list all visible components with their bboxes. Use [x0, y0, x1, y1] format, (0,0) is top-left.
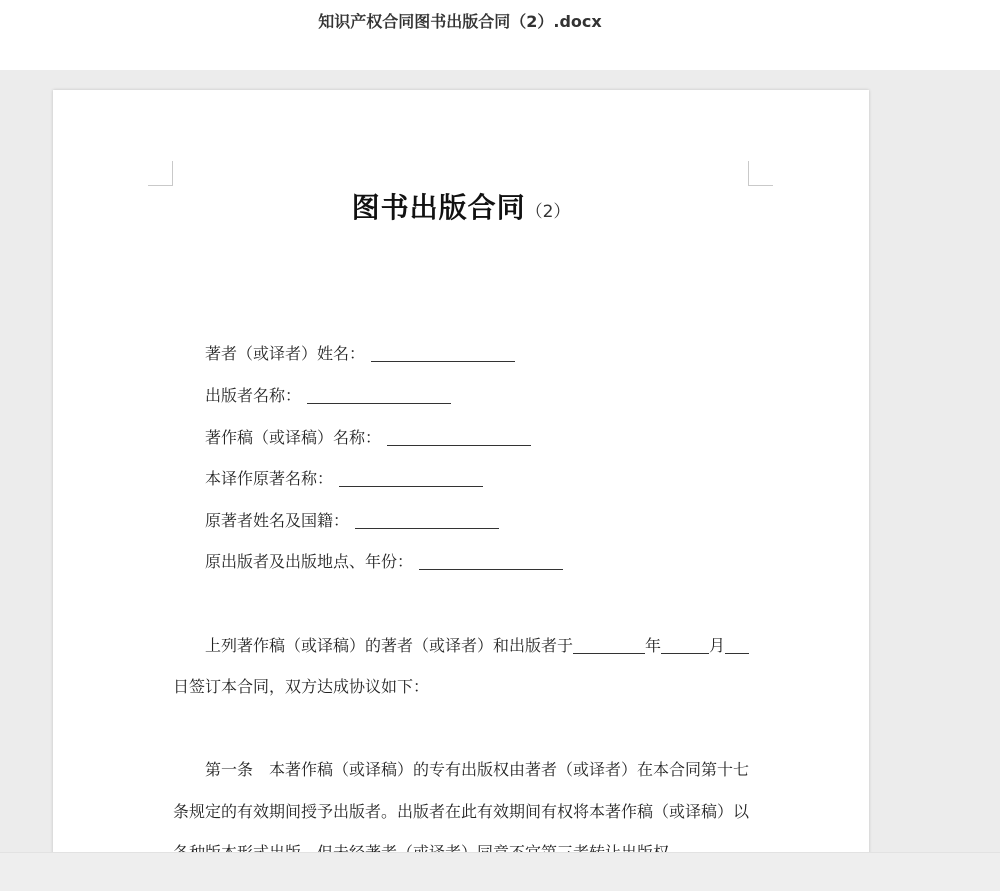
- field-original-publisher-place-year: [205, 550, 563, 574]
- field-blank: [307, 387, 451, 404]
- field-blank: [355, 512, 499, 529]
- field-author-name: [205, 342, 515, 366]
- crop-mark-top-left: [148, 161, 173, 186]
- field-blank: [419, 553, 563, 570]
- field-label: 出版者名称：: [205, 386, 302, 405]
- document-heading: [53, 186, 869, 226]
- month-blank: [661, 637, 709, 654]
- field-blank: [339, 470, 483, 487]
- document-page[interactable]: [53, 90, 869, 890]
- field-manuscript-name: [205, 426, 531, 450]
- article1-line-2: 条规定的有效期间授予出版者。出版者在此有效期间有权将本著作稿（或译稿）以: [173, 802, 750, 821]
- intro-line-1: [173, 634, 790, 658]
- intro-text: 上列著作稿（或译稿）的著者（或译者）和出版者于: [205, 636, 574, 655]
- field-label: 本译作原著名称：: [205, 469, 334, 488]
- field-label: 著作稿（或译稿）名称：: [205, 428, 382, 447]
- field-publisher-name: [205, 384, 451, 408]
- field-label: 原著者姓名及国籍：: [205, 511, 350, 530]
- field-label: 著者（或译者）姓名：: [205, 344, 366, 363]
- year-label: 年: [645, 636, 662, 655]
- article1-line-1: 第一条 本著作稿（或译稿）的专有出版权由著者（或译者）在本合同第十七: [205, 760, 750, 779]
- day-blank: [725, 637, 749, 654]
- field-original-author-nationality: [205, 509, 499, 533]
- field-label: 原出版者及出版地点、年份：: [205, 552, 414, 571]
- year-blank: [573, 637, 645, 654]
- heading-main: 图书出版合同: [351, 191, 526, 224]
- heading-suffix: （2）: [525, 202, 571, 222]
- month-label: 月: [709, 636, 726, 655]
- field-blank: [371, 345, 515, 362]
- field-original-work-name: [205, 467, 483, 491]
- title-bar: [0, 0, 1000, 70]
- field-blank: [387, 429, 531, 446]
- intro-line-2: 日签订本合同，双方达成协议如下：: [173, 677, 430, 696]
- document-title: 知识产权合同图书出版合同（2）.docx: [318, 12, 602, 31]
- crop-mark-top-right: [748, 161, 773, 186]
- bottom-bar: [0, 852, 1000, 891]
